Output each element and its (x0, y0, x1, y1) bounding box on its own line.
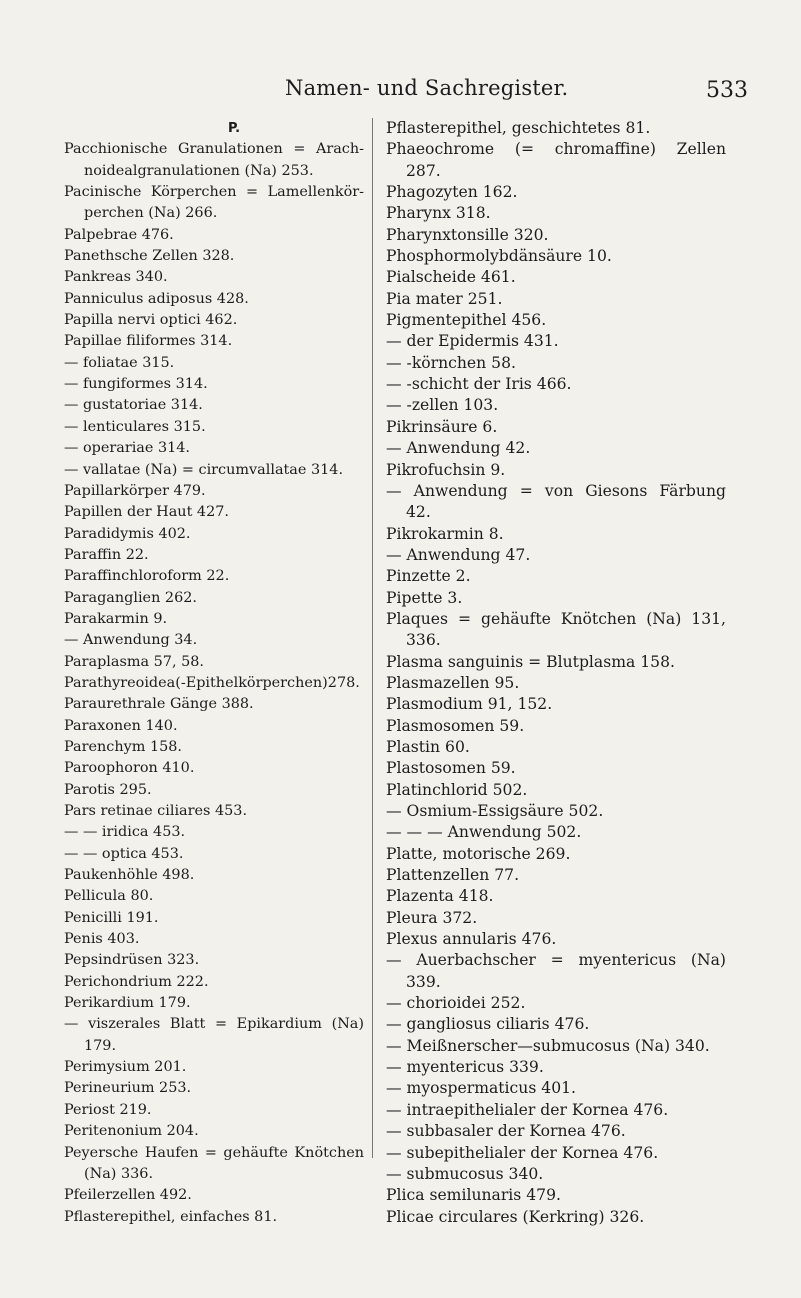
index-entry: — — iridica 453. (64, 824, 186, 841)
index-entry: — foliatae 315. (64, 354, 175, 371)
index-entry: Penicilli 191. (64, 909, 159, 926)
index-column-right (386, 118, 726, 1228)
index-entry: — Auerbachscher = myentericus (Na) (386, 951, 726, 970)
index-entry: — -schicht der Iris 466. (386, 375, 572, 394)
index-entry: Paroophoron 410. (64, 760, 195, 777)
index-entry: Plexus annularis 476. (386, 930, 557, 949)
index-entry: — Osmium-Essigsäure 502. (386, 802, 604, 820)
index-entry: Pikrokarmin 8. (386, 524, 504, 543)
index-entry: Peyersche Haufen = gehäufte Knötchen (64, 1144, 364, 1161)
index-entry: Pacchionische Granulationen = Arach- (64, 141, 364, 158)
running-header (0, 76, 801, 106)
index-entry: Pia mater 251. (386, 289, 503, 308)
index-entry: Pacinische Körperchen = Lamellenkör- (64, 184, 364, 201)
index-entry: — submucosus 340. (386, 1164, 544, 1183)
index-entry: Plaques = gehäufte Knötchen (Na) 131, (386, 609, 726, 628)
index-entry: — myentericus 339. (386, 1058, 544, 1077)
index-entry: Pankreas 340. (64, 269, 168, 286)
index-entry: Pinzette 2. (386, 567, 471, 586)
index-entry: Pialscheide 461. (386, 268, 516, 287)
index-entry: Plazenta 418. (386, 887, 494, 906)
index-entry: Parakarmin 9. (64, 610, 168, 627)
index-entry: — viszerales Blatt = Epikardium (Na) (64, 1016, 364, 1033)
page-number: 533 (706, 78, 748, 103)
index-entry: Paradidymis 402. (64, 525, 191, 542)
index-entry: Papillarkörper 479. (64, 482, 206, 499)
index-entry: — myospermaticus 401. (386, 1079, 576, 1098)
index-entry: — -körnchen 58. (386, 353, 516, 372)
index-entry: Pipette 3. (386, 588, 463, 607)
index-entry: — -zellen 103. (386, 396, 499, 415)
index-entry-continuation: (Na) 336. (84, 1165, 154, 1182)
index-entry: — — — Anwendung 502. (386, 823, 582, 842)
index-entry: Paraffinchloroform 22. (64, 568, 230, 585)
index-entry: Paukenhöhle 498. (64, 867, 195, 884)
index-entry: Periost 219. (64, 1101, 152, 1118)
index-entry: Paraxonen 140. (64, 717, 178, 734)
index-entry: — Meißnerscher—submucosus (Na) 340. (386, 1036, 710, 1055)
index-entry: Perichondrium 222. (64, 973, 209, 990)
index-entry: Plasma sanguinis = Blutplasma 158. (386, 652, 675, 671)
index-entry: — subepithelialer der Kornea 476. (386, 1143, 659, 1162)
index-entry: Papilla nervi optici 462. (64, 312, 238, 329)
index-entry: Platte, motorische 269. (386, 844, 571, 863)
index-entry: Parotis 295. (64, 781, 152, 798)
index-entry: — der Epidermis 431. (386, 332, 559, 351)
index-entry-continuation: perchen (Na) 266. (84, 205, 218, 222)
index-entry: Plastosomen 59. (386, 759, 516, 778)
index-entry: — — optica 453. (64, 845, 184, 862)
index-entry: Pikrinsäure 6. (386, 417, 498, 436)
index-entry: — intraepithelialer der Kornea 476. (386, 1100, 669, 1119)
index-entry-continuation: 287. (406, 161, 441, 180)
index-entry: Pikrofuchsin 9. (386, 460, 506, 479)
column-divider (372, 118, 373, 1158)
index-entry: — fungiformes 314. (64, 376, 208, 393)
index-entry-continuation: 339. (406, 972, 441, 991)
index-entry: Papillen der Haut 427. (64, 504, 229, 521)
index-entry: Perikardium 179. (64, 995, 191, 1012)
index-entry: — chorioidei 252. (386, 994, 526, 1013)
index-entry: Pharynxtonsille 320. (386, 225, 549, 244)
index-entry: Perineurium 253. (64, 1080, 192, 1097)
index-entry: — Anwendung 42. (386, 439, 531, 458)
index-entry: — subbasaler der Kornea 476. (386, 1122, 626, 1141)
index-entry: Pharynx 318. (386, 204, 491, 223)
index-entry: Parathyreoidea(-Epithelkörperchen)278. (64, 674, 360, 691)
index-entry: — Anwendung = von Giesons Färbung (386, 481, 726, 500)
index-entry: Pflasterepithel, einfaches 81. (64, 1208, 278, 1225)
index-entry-continuation: 179. (84, 1037, 117, 1054)
index-entry-continuation: 42. (406, 503, 431, 522)
index-entry: Plattenzellen 77. (386, 866, 520, 885)
index-entry: Phagozyten 162. (386, 183, 518, 202)
index-column-left (64, 118, 364, 1228)
index-entry: Penis 403. (64, 931, 140, 948)
index-entry: Plasmazellen 95. (386, 673, 520, 692)
index-entry: — Anwendung 47. (386, 545, 531, 564)
index-entry: Parenchym 158. (64, 738, 182, 755)
index-entry: Pigmentepithel 456. (386, 311, 547, 330)
index-entry: Perimysium 201. (64, 1059, 187, 1076)
index-entry: Pfeilerzellen 492. (64, 1187, 192, 1204)
index-entry: — gustatoriae 314. (64, 397, 203, 414)
index-entry: Plica semilunaris 479. (386, 1186, 561, 1205)
index-entry-continuation: noidealgranulationen (Na) 253. (84, 162, 314, 179)
index-entry: Peritenonium 204. (64, 1123, 199, 1140)
index-entry: — vallatae (Na) = circumvallatae 314. (64, 461, 344, 478)
index-entry: Phaeochrome (= chromaffine) Zellen (386, 140, 726, 159)
index-entry: Phosphormolybdänsäure 10. (386, 247, 612, 266)
index-entry: Pars retinae ciliares 453. (64, 803, 248, 819)
index-entry: Paraplasma 57, 58. (64, 653, 204, 670)
index-entry: Panethsche Zellen 328. (64, 248, 235, 265)
index-entry: Plicae circulares (Kerkring) 326. (386, 1207, 645, 1226)
index-entry: — Anwendung 34. (64, 632, 198, 649)
index-entry: Panniculus adiposus 428. (64, 290, 249, 307)
index-entry: Platinchlorid 502. (386, 780, 528, 799)
index-entry: Paraganglien 262. (64, 589, 197, 606)
index-entry: Papillae filiformes 314. (64, 333, 233, 350)
index-entry: — operariae 314. (64, 440, 191, 457)
index-entry: — gangliosus ciliaris 476. (386, 1015, 590, 1034)
index-entry: Pflasterepithel, geschichtetes 81. (386, 119, 651, 137)
header-title: Namen- und Sachregister. (285, 76, 569, 100)
index-entry: Plasmosomen 59. (386, 716, 525, 735)
index-entry: Paraurethrale Gänge 388. (64, 696, 254, 713)
index-entry: Plastin 60. (386, 737, 470, 756)
index-entry: Pepsindrüsen 323. (64, 952, 200, 969)
section-letter: P. (227, 121, 241, 136)
index-entry-continuation: 336. (406, 631, 441, 650)
index-entry: Pleura 372. (386, 908, 478, 927)
index-entry: Palpebrae 476. (64, 226, 174, 243)
index-entry: Plasmodium 91, 152. (386, 695, 553, 714)
index-entry: — lenticulares 315. (64, 418, 206, 435)
index-entry: Paraffin 22. (64, 546, 149, 563)
index-entry: Pellicula 80. (64, 888, 154, 905)
